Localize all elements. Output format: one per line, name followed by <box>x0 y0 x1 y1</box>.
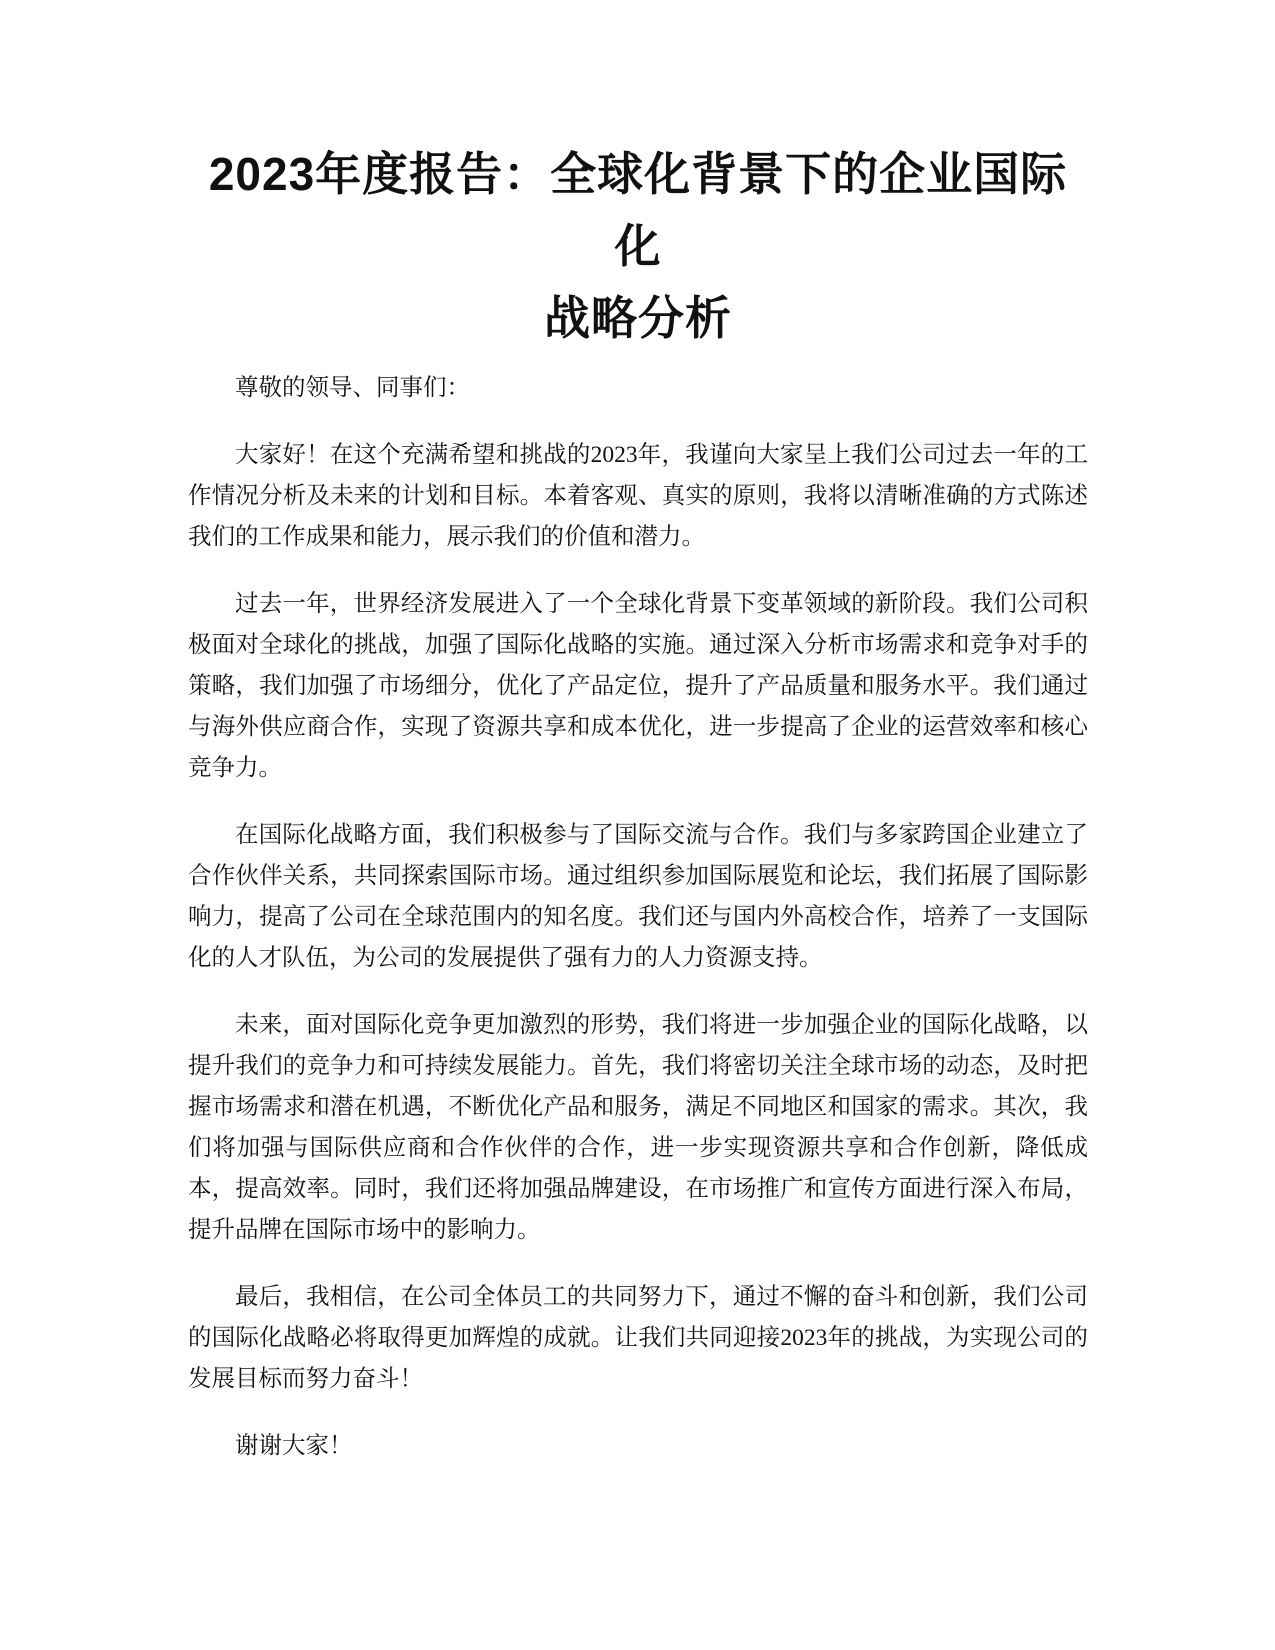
paragraph-internationalization: 在国际化战略方面，我们积极参与了国际交流与合作。我们与多家跨国企业建立了合作伙伴关系，共同探索国际市场。通过组织参加国际展览和论坛，我们拓展了国际影响力，提高了公司在全球范围内的知名度。我们还与国内外高校合作，培养了一支国际化的人才队伍，为公司的发展提供了强有力的人力资源支持。 <box>188 822 1088 971</box>
paragraph-future: 未来，面对国际化竞争更加激烈的形势，我们将进一步加强企业的国际化战略，以提升我们的竞争力和可持续发展能力。首先，我们将密切关注全球市场的动态，及时把握市场需求和潜在机遇，不断优化产品和服务，满足不同地区和国家的需求。其次，我们将加强与国际供应商和合作伙伴的合作，进一步实现资源共享和合作创新，降低成本，提高效率。同时，我们还将加强品牌建设，在市场推广和宣传方面进行深入布局，提升品牌在国际市场中的影响力。 <box>188 1012 1088 1243</box>
paragraph-conclusion: 最后，我相信，在公司全体员工的共同努力下，通过不懈的奋斗和创新，我们公司的国际化战略必将取得更加辉煌的成就。让我们共同迎接2023年的挑战，为实现公司的发展目标而努力奋斗！ <box>188 1284 1088 1392</box>
paragraph-past-year: 过去一年，世界经济发展进入了一个全球化背景下变革领域的新阶段。我们公司积极面对全球化的挑战，加强了国际化战略的实施。通过深入分析市场需求和竞争对手的策略，我们加强了市场细分，优化了产品定位，提升了产品质量和服务水平。我们通过与海外供应商合作，实现了资源共享和成本优化，进一步提高了企业的运营效率和核心竞争力。 <box>188 591 1088 781</box>
salutation: 尊敬的领导、同事们： <box>235 375 470 401</box>
paragraph-intro: 大家好！在这个充满希望和挑战的2023年，我谨向大家呈上我们公司过去一年的工作情况分析及未来的计划和目标。本着客观、真实的原则，我将以清晰准确的方式陈述我们的工作成果和能力，展示我们的价值和潜力。 <box>188 442 1088 550</box>
document-page <box>188 138 1088 1493</box>
title-line-1: 2023年度报告：全球化背景下的企业国际化 <box>208 148 1068 272</box>
closing-thanks: 谢谢大家！ <box>235 1433 353 1459</box>
title-line-2: 战略分析 <box>544 292 732 344</box>
document-title <box>188 138 1088 354</box>
